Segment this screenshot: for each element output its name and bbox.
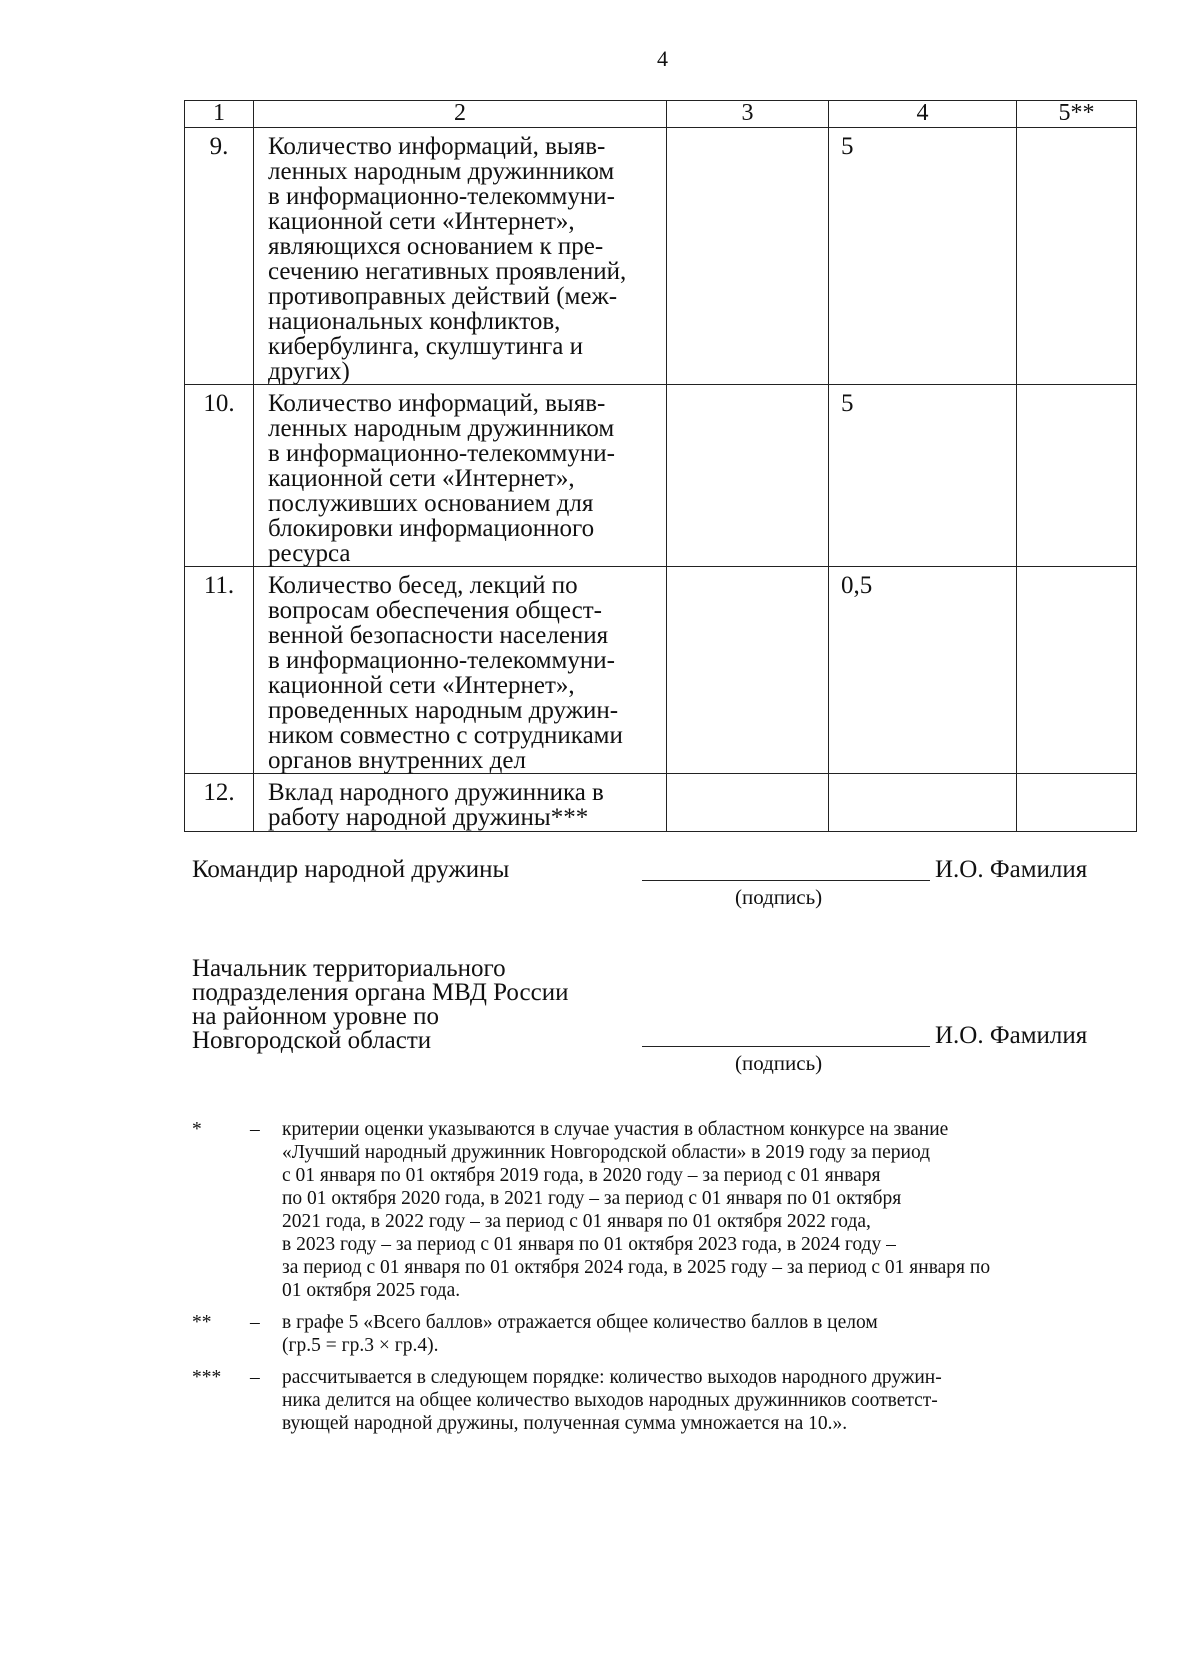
total-cell <box>1017 128 1137 385</box>
row-number: 11. <box>185 567 254 774</box>
signature-title-line: на районном уровне по <box>192 1003 439 1030</box>
footnote-dash: – <box>250 1367 260 1388</box>
col3-cell <box>667 567 829 774</box>
total-cell <box>1017 567 1137 774</box>
text-line: ленных народным дружинником <box>268 415 615 442</box>
footnote-body <box>282 1366 1132 1435</box>
text-line: ресурса <box>268 540 351 567</box>
header-cell: 1 <box>185 101 254 128</box>
signature-caption: (подпись) <box>735 885 823 909</box>
signature-line <box>642 1046 930 1047</box>
text-line: проведенных народным дружин- <box>268 697 619 724</box>
header-cell: 4 <box>829 101 1017 128</box>
signature-title <box>192 957 568 1053</box>
text-line: блокировки информационного <box>268 515 595 542</box>
points-cell: 5 <box>829 385 1017 567</box>
footnote-dash: – <box>250 1312 260 1333</box>
row-number: 12. <box>185 774 254 832</box>
text-line: венной безопасности населения <box>268 622 609 649</box>
footnote-body <box>282 1118 1132 1302</box>
footnote <box>192 1311 1132 1357</box>
page-number: 4 <box>657 46 668 71</box>
col3-cell <box>667 128 829 385</box>
text-line: в информационно-телекоммуни- <box>268 647 615 674</box>
signature-title <box>192 858 509 882</box>
text-line: других) <box>268 358 350 385</box>
footnote-line: рассчитывается в следующем порядке: количество выходов народного дружин- <box>282 1367 942 1388</box>
text-line: Вклад народного дружинника в <box>268 779 604 806</box>
table-header-row <box>185 101 1137 128</box>
total-cell <box>1017 385 1137 567</box>
points-cell: 0,5 <box>829 567 1017 774</box>
row-number: 9. <box>185 128 254 385</box>
text-line: в информационно-телекоммуни- <box>268 183 615 210</box>
criteria-table <box>184 100 1137 832</box>
text-line: кибербулинга, скулшутинга и <box>268 333 583 360</box>
criterion-text <box>254 128 667 385</box>
footnote-line: с 01 января по 01 октября 2019 года, в 2020 году – за период с 01 января <box>282 1165 881 1186</box>
footnote-mark: *** <box>192 1367 222 1388</box>
header-cell: 3 <box>667 101 829 128</box>
footnote-line: по 01 октября 2020 года, в 2021 году – за период с 01 января по 01 октября <box>282 1188 902 1209</box>
table-row <box>185 774 1137 832</box>
header-cell: 5** <box>1017 101 1137 128</box>
footnotes <box>192 1118 1132 1444</box>
text-line: в информационно-телекоммуни- <box>268 440 615 467</box>
footnote-dash: – <box>250 1119 260 1140</box>
footnote-line: вующей народной дружины, полученная сумма умножается на 10.». <box>282 1413 848 1434</box>
signature-line <box>642 880 930 881</box>
footnote <box>192 1366 1132 1435</box>
text-line: Количество информаций, выяв- <box>268 390 606 417</box>
signature-title-line: Командир народной дружины <box>192 856 510 883</box>
criterion-text <box>254 385 667 567</box>
header-cell: 2 <box>254 101 667 128</box>
criterion-text <box>254 567 667 774</box>
text-line: сечению негативных проявлений, <box>268 258 627 285</box>
col3-cell <box>667 385 829 567</box>
footnote-line: (гр.5 = гр.3 × гр.4). <box>282 1335 439 1356</box>
footnote-line: «Лучший народный дружинник Новгородской области» в 2019 году за период <box>282 1142 931 1163</box>
footnote-line: за период с 01 января по 01 октября 2024 года, в 2025 году – за период с 01 января по <box>282 1257 991 1278</box>
text-line: Количество бесед, лекций по <box>268 572 578 599</box>
footnote-line: критерии оценки указываются в случае участия в областном конкурсе на звание <box>282 1119 949 1140</box>
col3-cell <box>667 774 829 832</box>
text-line: Количество информаций, выяв- <box>268 133 606 160</box>
table-row <box>185 385 1137 567</box>
footnote-line: 01 октября 2025 года. <box>282 1280 461 1301</box>
footnote-line: 2021 года, в 2022 году – за период с 01 января по 01 октября 2022 года, <box>282 1211 871 1232</box>
text-line: национальных конфликтов, <box>268 308 561 335</box>
text-line: кационной сети «Интернет», <box>268 208 575 235</box>
footnote-mark: * <box>192 1119 202 1140</box>
text-line: послуживших основанием для <box>268 490 594 517</box>
text-line: работу народной дружины*** <box>268 804 589 831</box>
signature-title-line: подразделения органа МВД России <box>192 979 569 1006</box>
signature-title-line: Новгородской области <box>192 1027 432 1054</box>
signature-title-line: Начальник территориального <box>192 955 506 982</box>
text-line: кационной сети «Интернет», <box>268 465 575 492</box>
row-number: 10. <box>185 385 254 567</box>
total-cell <box>1017 774 1137 832</box>
footnote-body <box>282 1311 1132 1357</box>
text-line: ником совместно с сотрудниками <box>268 722 623 749</box>
text-line: ленных народным дружинником <box>268 158 615 185</box>
text-line: противоправных действий (меж- <box>268 283 618 310</box>
footnote-line: ника делится на общее количество выходов народных дружинников соответст- <box>282 1390 938 1411</box>
footnote-line: в графе 5 «Всего баллов» отражается общее количество баллов в целом <box>282 1312 878 1333</box>
text-line: являющихся основанием к пре- <box>268 233 604 260</box>
footnote-line: в 2023 году – за период с 01 января по 01 октября 2023 года, в 2024 году – <box>282 1234 896 1255</box>
text-line: кационной сети «Интернет», <box>268 672 575 699</box>
criterion-text <box>254 774 667 832</box>
signature-name: И.О. Фамилия <box>935 856 1088 883</box>
signature-caption: (подпись) <box>735 1051 823 1075</box>
signature-name: И.О. Фамилия <box>935 1022 1088 1049</box>
text-line: вопросам обеспечения общест- <box>268 597 602 624</box>
text-line: органов внутренних дел <box>268 747 526 774</box>
points-cell <box>829 774 1017 832</box>
points-cell: 5 <box>829 128 1017 385</box>
footnote-mark: ** <box>192 1312 212 1333</box>
table-row <box>185 567 1137 774</box>
footnote <box>192 1118 1132 1302</box>
table-row <box>185 128 1137 385</box>
